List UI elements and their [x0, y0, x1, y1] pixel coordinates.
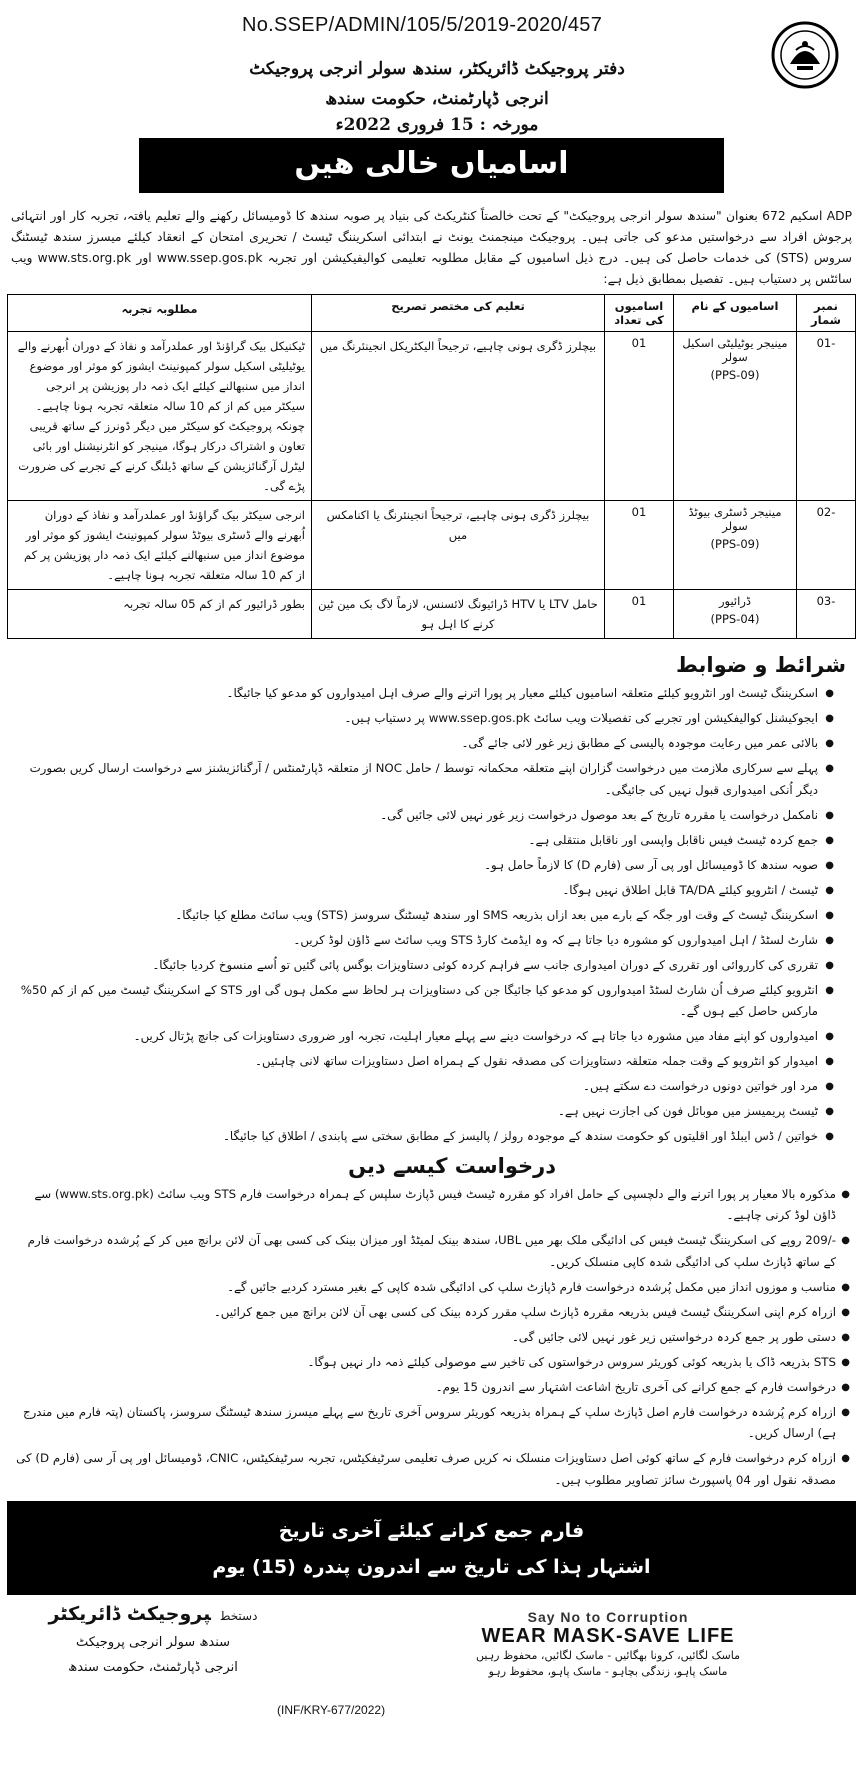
- header-experience: مطلوبہ تجربہ: [8, 295, 312, 332]
- list-item: ● مرد اور خواتین دونوں درخواست دے سکتے ہیں۔: [15, 1076, 834, 1098]
- table-header-row: [8, 295, 856, 332]
- row-serial: -02: [797, 501, 856, 590]
- post-scale: (PPS-04): [710, 612, 760, 626]
- terms-heading: شرائط و ضوابط: [676, 653, 846, 677]
- last-date-title: فارم جمع کرانے کیلئے آخری تاریخ: [278, 1520, 585, 1542]
- table-row: [8, 590, 856, 639]
- anti-corruption-slogan: Say No to Corruption: [527, 1609, 689, 1625]
- list-item: ● صوبہ سندھ کا ڈومیسائل اور پی آر سی (فارم D) کا لازماً حامل ہو۔: [15, 855, 834, 877]
- signatory-title: پروجیکٹ ڈائریکٹر: [48, 1603, 211, 1625]
- vacancies-banner: اسامیاں خالی ھیں: [139, 138, 724, 193]
- terms-list: [7, 683, 856, 1148]
- list-item: ● ٹیسٹ / انٹرویو کیلئے TA/DA قابل اطلاق نہیں ہوگا۔: [15, 880, 834, 902]
- row-quantity: 01: [605, 501, 674, 590]
- list-item: ● ایجوکیشنل کوالیفکیشن اور تجربے کی تفصیلات ویب سائٹ www.ssep.gos.pk پر دستیاب ہیں۔: [15, 708, 834, 730]
- list-item: ● بالائی عمر میں رعایت موجودہ پالیسی کے مطابق زیر غور لائی جائے گی۔: [15, 733, 834, 755]
- advertisement-page: [7, 0, 856, 1723]
- signatory-department: انرجی ڈپارٹمنٹ، حکومت سندھ: [68, 1660, 238, 1675]
- footer: [7, 1603, 856, 1723]
- office-name: دفتر پروجیکٹ ڈائریکٹر، سندھ سولر انرجی پروجیکٹ: [249, 59, 625, 79]
- list-item: ● خواتین / ڈس ایبلڈ اور اقلیتوں کو حکومت سندھ کے موجودہ رولز / پالیسز کے مطابق سختی سے پابندی / اطلاق کیا جائیگا۔: [15, 1126, 834, 1148]
- last-date-banner: [7, 1501, 856, 1595]
- list-item: ● مذکورہ بالا معیار پر پورا اترنے والے دلچسپی کے حامل افراد کو مقررہ ٹیسٹ فیس ڈپازٹ سلپس کے ہمراہ درخواست فارم STS ویب سائٹ (www.sts.org.pk) سے ڈاؤن لوڈ کرنی چاہیے۔: [15, 1184, 850, 1227]
- office-heading: [157, 54, 717, 135]
- signatory-project: سندھ سولر انرجی پروجیکٹ: [75, 1635, 231, 1650]
- list-item: ● امیدواروں کو اپنے مفاد میں مشورہ دیا جاتا ہے کہ درخواست دینے سے پہلے معیار اہلیت، تجربہ اور ضروری دستاویزات کی جانچ پڑتال کریں۔: [15, 1026, 834, 1048]
- list-item: ● درخواست فارم کے جمع کرانے کی آخری تاریخ اشاعت اشتہار سے اندرون 15 یوم۔: [15, 1377, 850, 1399]
- list-item: ● ٹیسٹ پریمیسز میں موبائل فون کی اجازت نہیں ہے۔: [15, 1101, 834, 1123]
- list-item: ● ازراہ کرم پُرشدہ درخواست فارم اصل ڈپازٹ سلپ کے ہمراہ بذریعہ کوریئر سروس آخری تاریخ سے پہلے میسرز سندھ ٹیسٹنگ سروسز، پاکستان (پتہ فارم میں مندرج ہے) ارسال کریں۔: [15, 1402, 850, 1445]
- row-experience: بطور ڈرائیور کم از کم 05 سالہ تجربہ: [8, 590, 312, 639]
- post-scale: (PPS-09): [710, 368, 760, 382]
- row-quantity: 01: [605, 332, 674, 501]
- list-item: ● جمع کردہ ٹیسٹ فیس ناقابل واپسی اور ناقابل منتقلی ہے۔: [15, 830, 834, 852]
- row-post-name: [674, 332, 797, 501]
- header-serial: نمبر شمار: [797, 295, 856, 332]
- mask-slogan-urdu-2: ماسک پاہو، زندگی بچاہو - ماسک پاہو، محفوظ رہو: [488, 1665, 728, 1678]
- row-post-name: [674, 501, 797, 590]
- list-item: ● پہلے سے سرکاری ملازمت میں درخواست گزاران اپنے متعلقہ محکمانہ توسط / حامل NOC از متعلقہ ڈپارٹمنٹس / آرگنائزیشنز سے درخواست ارسال کریں بصورت دیگر اُنکی امیدواری قبول نہیں کی جائیگی۔: [15, 758, 834, 801]
- header-quantity: اسامیوں کی تعداد: [605, 295, 674, 332]
- list-item: ● نامکمل درخواست یا مقررہ تاریخ کے بعد موصول درخواست زیر غور نہیں لائی جائیں گی۔: [15, 805, 834, 827]
- department-name: انرجی ڈپارٹمنٹ، حکومت سندھ: [325, 89, 549, 109]
- reference-number: No.SSEP/ADMIN/105/5/2019-2020/457: [242, 14, 603, 36]
- mask-slogan: WEAR MASK-SAVE LIFE: [481, 1625, 735, 1647]
- post-scale: (PPS-09): [710, 537, 760, 551]
- inf-code: (INF/KRY-677/2022): [277, 1703, 386, 1717]
- signatory-block: [23, 1603, 283, 1675]
- row-education: حامل LTV یا HTV ڈرائیونگ لائسنس، لازماً لاگ بک مین ٹین کرنے کا اہل ہو: [312, 590, 605, 639]
- table-row: [8, 501, 856, 590]
- row-post-name: [674, 590, 797, 639]
- mask-slogan-urdu-1: ماسک لگائیں، کرونا بھگائیں - ماسک لگائیں، محفوظ رہیں: [476, 1649, 740, 1662]
- table-row: [8, 332, 856, 501]
- row-experience: ٹیکنیکل بیک گراؤنڈ اور عملدرآمد و نفاذ کے دوران اُبھرنے والے یوٹیلیٹی اسکیل سولر کمپونینٹ ایشوز کو موثر اور موضوع انداز میں سنبھالنے کیلئے ایک ذمہ دار پوزیشن پر انرجی سیکٹر میں کم از کم 10 سالہ متعلقہ تجربہ ہونا چاہیے۔ چونکہ پروجیکٹ کو سیکٹر میں دیگر ڈونرز کے ساتھ قریبی تعاون و اشتراک درکار ہوگا، مینیجر کو انٹرنیشنل اور بائی لیٹرل آرگنائزیشن کے ساتھ ڈیلنگ کرنے کے تجربے کی ضرورت پڑے گی۔: [8, 332, 312, 501]
- header-education: تعلیم کی مختصر تصریح: [312, 295, 605, 332]
- post-title: ڈرائیور: [718, 594, 752, 608]
- how-to-apply-heading: درخواست کیسے دیں: [348, 1153, 556, 1178]
- row-serial: -03: [797, 590, 856, 639]
- row-experience: انرجی سیکٹر بیک گراؤنڈ اور عملدرآمد و نفاذ کے دوران اُبھرنے والے ڈسٹری بیوٹڈ سولر کمپونینٹ ایشوز کو موثر اور موضوع انداز میں سنبھالنے کیلئے ایک ذمہ دار پوزیشن پر کم از کم 10 سالہ متعلقہ تجربہ ہونا چاہیے۔: [8, 501, 312, 590]
- how-to-apply-list: [7, 1184, 856, 1492]
- row-quantity: 01: [605, 590, 674, 639]
- row-education: بیچلرز ڈگری ہونی چاہیے، ترجیحاً انجینئرنگ یا اکنامکس میں: [312, 501, 605, 590]
- header-post-name: اسامیوں کے نام: [674, 295, 797, 332]
- list-item: ● شارٹ لسٹڈ / اہل امیدواروں کو مشورہ دیا جاتا ہے کہ وہ ایڈمٹ کارڈ STS ویب سائٹ سے ڈاؤن لوڈ کریں۔: [15, 930, 834, 952]
- post-title: مینیجر ڈسٹری بیوٹڈ سولر: [688, 505, 782, 533]
- post-title: مینیجر یوٹیلیٹی اسکیل سولر: [682, 336, 788, 364]
- intro-paragraph: ADP اسکیم 672 بعنوان "سندھ سولر انرجی پروجیکٹ" کے تحت خالصتاً کنٹریکٹ کی بنیاد پر صوبہ سندھ کا ڈومیسائل رکھنے والے تعلیم یافتہ، تجربہ کار اور انتہائی پرجوش افراد سے درخواستیں مدعو کی جاتی ہیں۔ پروجیکٹ مینجمنٹ یونٹ نے ابتدائی اسکریننگ ٹیسٹ / تحریری امتحان کے انعقاد کیلئے میسرز سندھ ٹیسٹنگ سروس (STS) کی خدمات حاصل کی ہیں۔ درج ذیل اسامیوں کے مقابل مطلوبہ تعلیمی کوالیفیکیشن اور تجربہ www.ssep.gos.pk اور www.sts.org.pk ویب سائٹس پر دستیاب ہیں۔ تفصیل بمطابق ذیل ہے:: [11, 209, 852, 286]
- list-item: ● -/209 روپے کی اسکریننگ ٹیسٹ فیس کی ادائیگی ملک بھر میں UBL، سندھ بینک لمیٹڈ اور میزان بینک کی کسی بھی آن لائن برانچ میں کر کے پُرشدہ درخواست فارم کے ساتھ ڈپازٹ سلپ کی ادائیگی شدہ کاپی منسلک کریں۔: [15, 1230, 850, 1273]
- list-item: ● دستی طور پر جمع کردہ درخواستیں زیر غور نہیں لائی جائیں گی۔: [15, 1327, 850, 1349]
- row-education: بیچلرز ڈگری ہونی چاہیے، ترجیحاً الیکٹریکل انجینئرنگ میں: [312, 332, 605, 501]
- last-date-detail: اشتہار ہذا کی تاریخ سے اندرون پندرہ (15) یوم: [212, 1556, 651, 1578]
- list-item: ● اسکریننگ ٹیسٹ کے وقت اور جگہ کے بارے میں بعد ازاں بذریعہ SMS اور سندھ ٹیسٹنگ سروسز (STS) ویب سائٹ مطلع کیا جائیگا۔: [15, 905, 834, 927]
- government-emblem-icon: [770, 20, 840, 90]
- list-item: ● انٹرویو کیلئے صرف اُن شارٹ لسٹڈ امیدواروں کو مدعو کیا جائیگا جن کی دستاویزات ہر لحاظ سے مکمل ہوں گی اور STS کے اسکریننگ ٹیسٹ میں کم از کم 50% مارکس حاصل کیے ہوں گے۔: [15, 980, 834, 1023]
- slogans: [458, 1609, 758, 1680]
- list-item: ● اسکریننگ ٹیسٹ اور انٹرویو کیلئے متعلقہ اسامیوں کیلئے معیار پر پورا اترنے والے صرف اہل امیدواروں کو مدعو کیا جائیگا۔: [15, 683, 834, 705]
- list-item: ● ازراہ کرم درخواست فارم کے ساتھ کوئی اصل دستاویزات منسلک نہ کریں صرف تعلیمی سرٹیفکیٹس، تجربہ سرٹیفکیٹس، CNIC، ڈومیسائل اور پی آر سی (فارم D) کی مصدقہ نقول اور 04 پاسپورٹ سائز تصاویر مطلوب ہیں۔: [15, 1448, 850, 1491]
- header: [7, 14, 856, 196]
- vacancies-table: [7, 294, 856, 639]
- row-serial: -01: [797, 332, 856, 501]
- advert-date: مورخہ : 15 فروری 2022ء: [335, 115, 539, 135]
- list-item: ● STS بذریعہ ڈاک یا بذریعہ کوئی کوریئر سروس درخواستوں کی تاخیر سے موصولی کیلئے ذمہ دار نہیں ہوگا۔: [15, 1352, 850, 1374]
- list-item: ● مناسب و موزوں انداز میں مکمل پُرشدہ درخواست فارم ڈپازٹ سلپ کی ادائیگی شدہ کاپی کے بغیر مسترد کردیے جائیں گے۔: [15, 1277, 850, 1299]
- signature-label: دستخط: [220, 1609, 258, 1623]
- list-item: ● تقرری کی کارروائی اور تقرری کے دوران امیدواری جانب سے فراہم کردہ کوئی دستاویزات بوگس پائی گئیں تو اُسے منسوخ کردیا جائیگا۔: [15, 955, 834, 977]
- list-item: ● ازراہ کرم اپنی اسکریننگ ٹیسٹ فیس بذریعہ مقررہ ڈپازٹ سلپ مقرر کردہ بینک کی کسی بھی آن لائن برانچ میں جمع کرائیں۔: [15, 1302, 850, 1324]
- list-item: ● امیدوار کو انٹرویو کے وقت جملہ متعلقہ دستاویزات کی مصدقہ نقول کے ہمراہ اصل دستاویزات ساتھ لانی چاہئیں۔: [15, 1051, 834, 1073]
